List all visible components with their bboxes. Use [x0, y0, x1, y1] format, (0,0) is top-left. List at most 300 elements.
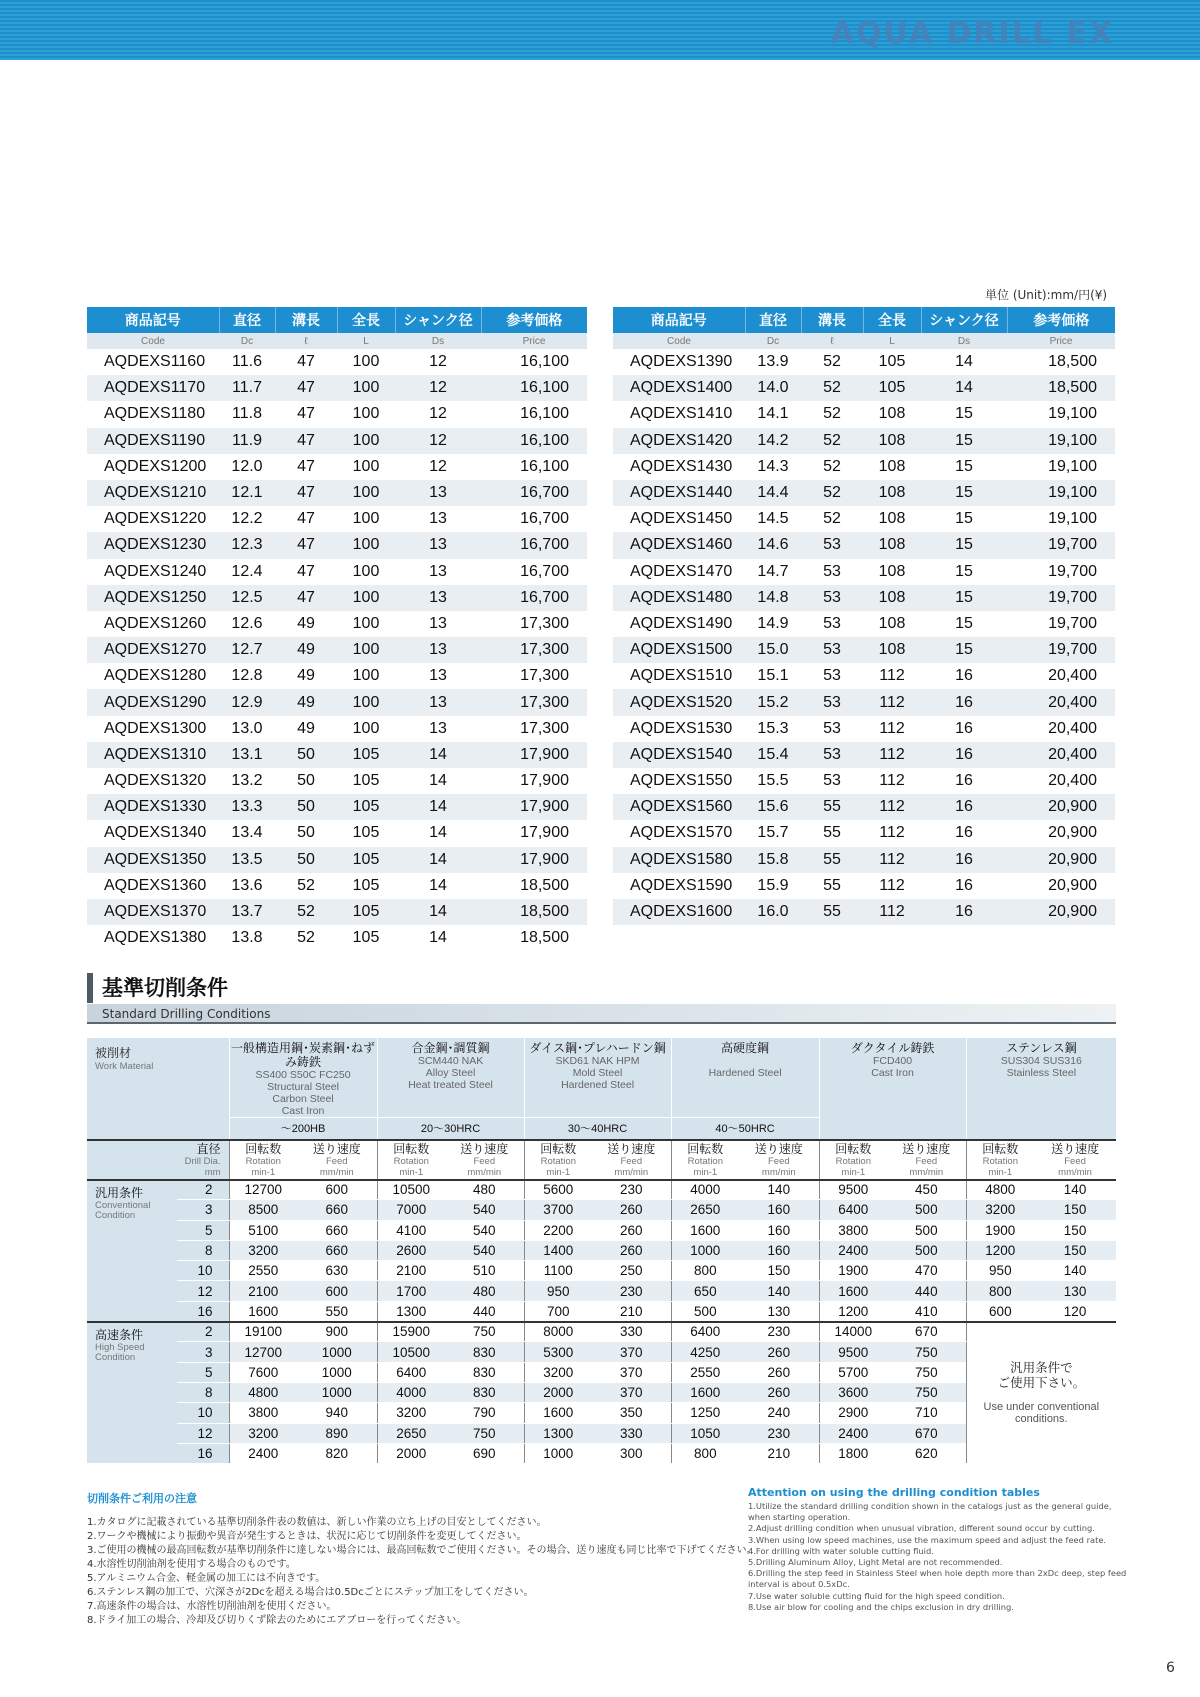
note-line: 4.For drilling with water soluble cutting fluid. [748, 1545, 934, 1556]
note-line: 8.ドライ加工の場合、冷却及び切りくず除去のためにエアブローを行ってください。 [87, 1615, 467, 1626]
feed-value: 150 [739, 1261, 819, 1281]
table-cell: 15 [955, 562, 973, 580]
table-cell: 13 [429, 614, 447, 632]
table-cell: 16,700 [520, 510, 569, 528]
table-cell: 52 [801, 480, 863, 506]
rotation-value: 2900 [819, 1403, 887, 1423]
table-cell: 19,100 [1048, 405, 1097, 423]
table-cell: 52 [801, 375, 863, 401]
product-row [613, 663, 1115, 689]
product-row [87, 349, 587, 375]
table-cell: 13 [429, 667, 447, 685]
table-cell: 19,100 [1048, 457, 1097, 475]
table-cell: 108 [878, 510, 906, 528]
table-cell: 13.8 [231, 929, 263, 947]
feed-value: 370 [592, 1382, 671, 1402]
condition-row [87, 1443, 1116, 1463]
material-spec: Mold Steel [572, 1067, 623, 1079]
rotation-value: 1600 [671, 1382, 739, 1402]
table-cell: 20,900 [1007, 794, 1115, 820]
col-code: 商品記号 [87, 307, 219, 333]
table-cell: AQDEXS1210 [87, 480, 219, 506]
feed-header: 送り速度 Feed mm/min [592, 1140, 671, 1180]
sub-flute: ℓ [275, 333, 337, 349]
table-cell: 13.9 [757, 353, 789, 371]
rotation-value: 800 [966, 1281, 1034, 1301]
table-cell: 16,700 [520, 562, 569, 580]
rotation-value: 3700 [524, 1200, 592, 1220]
condition-row [87, 1342, 1116, 1362]
condition-label-en: Condition [95, 1351, 136, 1363]
rotation-value: 4000 [377, 1382, 445, 1402]
feed-value: 350 [592, 1403, 671, 1423]
table-cell: 14 [395, 847, 481, 873]
rotation-value: 2000 [377, 1443, 445, 1463]
rotation-value: 4250 [671, 1342, 739, 1362]
feed-value: 230 [592, 1180, 671, 1200]
table-cell: 100 [337, 375, 395, 401]
col-price: 参考価格 [481, 307, 587, 333]
table-cell: 100 [337, 689, 395, 715]
table-cell: 105 [352, 929, 380, 947]
rotation-value: 1600 [819, 1281, 887, 1301]
table-cell: AQDEXS1440 [613, 480, 745, 506]
rotation-value: 4100 [377, 1220, 445, 1240]
note-line: 1.カタログに記載されている基準切削条件表の数値は、新しい作業の立ち上げの目安としてください。 [87, 1517, 547, 1528]
table-cell: AQDEXS1310 [87, 742, 219, 768]
material-name: ダクタイル鋳鉄 [850, 1041, 935, 1055]
condition-row [87, 1220, 1116, 1240]
table-cell: 100 [352, 614, 380, 632]
feed-value: 160 [739, 1200, 819, 1220]
table-cell: 55 [823, 824, 841, 842]
condition-label-jp: 汎用条件 [95, 1185, 144, 1200]
table-cell: 12.8 [231, 667, 263, 685]
table-cell: 12.3 [219, 532, 275, 558]
rotation-value: 1600 [524, 1403, 592, 1423]
product-row [87, 847, 587, 873]
table-cell: 112 [863, 847, 921, 873]
feed-value: 210 [739, 1443, 819, 1463]
table-cell: 105 [878, 353, 906, 371]
table-cell: 20,400 [1007, 742, 1115, 768]
stainless-note [966, 1322, 1116, 1464]
table-cell: 19,100 [1007, 428, 1115, 454]
table-cell: 12 [395, 375, 481, 401]
table-cell: 12.0 [231, 457, 263, 475]
rotation-value: 14000 [819, 1322, 887, 1342]
table-cell: 15 [921, 585, 1007, 611]
material-header [377, 1038, 524, 1118]
condition-row [87, 1180, 1116, 1200]
rotation-value: 1100 [524, 1261, 592, 1281]
rotation-value: 4800 [966, 1180, 1034, 1200]
rotation-value: 1300 [524, 1423, 592, 1443]
table-cell: 14 [429, 876, 447, 894]
table-cell: 47 [297, 353, 315, 371]
rotation-value: 1050 [671, 1423, 739, 1443]
feed-value: 440 [887, 1281, 966, 1301]
table-cell: 100 [352, 353, 380, 371]
table-cell: 16 [921, 899, 1007, 925]
material-spec: SKD61 NAK HPM [555, 1055, 640, 1067]
feed-value: 1000 [297, 1382, 377, 1402]
table-cell: 18,500 [520, 929, 569, 947]
dia-header-unit: mm [204, 1166, 221, 1178]
table-cell: 112 [863, 689, 921, 715]
table-cell: 15.7 [757, 824, 789, 842]
note-en-line: Use under conventional [983, 1400, 1100, 1413]
note-line: 3.ご使用の機械の最高回転数が基準切削条件に達しない場合には、最高回転数でご使用ください。その場合、送り速度も同じ比率で下げてください。 [87, 1545, 757, 1556]
table-cell: 55 [823, 876, 841, 894]
feed-value: 620 [887, 1443, 966, 1463]
sub-length: L [337, 333, 395, 349]
sub-code: Code [613, 333, 745, 349]
table-cell: AQDEXS1250 [87, 585, 219, 611]
condition-group-label [87, 1322, 177, 1464]
feed-value: 1000 [297, 1362, 377, 1382]
rotation-value: 1000 [671, 1240, 739, 1260]
table-cell: 14 [429, 772, 447, 790]
table-cell: 108 [863, 480, 921, 506]
table-cell: 20,400 [1007, 689, 1115, 715]
rotation-value: 19100 [229, 1322, 297, 1342]
rotation-value: 1250 [671, 1403, 739, 1423]
feed-value: 300 [592, 1443, 671, 1463]
conventional-rows [87, 1180, 1116, 1322]
material-spec: SCM440 NAK [417, 1055, 484, 1067]
rotation-value: 2100 [377, 1261, 445, 1281]
table-cell: 11.7 [219, 375, 275, 401]
note-en-line: conditions. [1015, 1412, 1068, 1425]
rotation-value: 1300 [377, 1301, 445, 1321]
table-cell: 50 [297, 824, 315, 842]
rotation-value: 2650 [671, 1200, 739, 1220]
table-cell: 13 [395, 637, 481, 663]
table-cell: AQDEXS1160 [104, 353, 206, 371]
feed-value: 150 [1034, 1240, 1116, 1260]
table-cell: 17,300 [481, 637, 587, 663]
table-cell: 52 [297, 876, 315, 894]
table-cell: 11.9 [219, 428, 275, 454]
table-cell: 53 [823, 562, 841, 580]
product-row [87, 716, 587, 742]
sub-shank: Ds [921, 333, 1007, 349]
condition-label-en: High Speed [95, 1341, 145, 1353]
table-cell: 13.1 [219, 742, 275, 768]
rotation-value: 650 [671, 1281, 739, 1301]
table-cell: AQDEXS1410 [630, 405, 733, 423]
condition-label-en: Conventional [95, 1199, 151, 1211]
table-cell: 12.4 [231, 562, 263, 580]
table-cell: 100 [337, 428, 395, 454]
rotation-value: 1200 [819, 1301, 887, 1321]
notes-japanese [87, 1490, 757, 1628]
col-length: 全長 [337, 307, 395, 333]
table-cell: 12.6 [231, 614, 263, 632]
table-cell: 17,900 [481, 847, 587, 873]
product-row [87, 873, 587, 899]
table-cell: 100 [352, 562, 380, 580]
rotation-value: 1200 [966, 1240, 1034, 1260]
table-cell: 14 [395, 794, 481, 820]
table-cell: AQDEXS1270 [87, 637, 219, 663]
product-row [87, 585, 587, 611]
sub-shank: Ds [395, 333, 481, 349]
feed-value: 330 [592, 1322, 671, 1342]
rotation-value: 2400 [229, 1443, 297, 1463]
condition-group-label [87, 1180, 177, 1322]
table-cell: 15.0 [745, 637, 801, 663]
feed-value: 500 [887, 1220, 966, 1240]
table-cell: 14.4 [745, 480, 801, 506]
table-cell: 15 [921, 428, 1007, 454]
table-cell: 20,900 [1048, 876, 1097, 894]
product-row [87, 559, 587, 585]
table-cell: 20,900 [1007, 847, 1115, 873]
col-shank: シャンク径 [395, 307, 481, 333]
col-code: 商品記号 [613, 307, 745, 333]
material-name: ステンレス鋼 [1006, 1041, 1077, 1055]
table-cell: 112 [879, 667, 905, 685]
table-cell: AQDEXS1320 [104, 772, 207, 790]
table-cell: 47 [275, 532, 337, 558]
rotation-value: 5100 [229, 1220, 297, 1240]
product-row [87, 428, 587, 454]
drill-dia: 16 [177, 1443, 229, 1463]
table-cell: 20,900 [1048, 824, 1097, 842]
material-spec: Hardened Steel [561, 1079, 635, 1091]
feed-value: 540 [445, 1200, 524, 1220]
table-cell: 16.0 [745, 899, 801, 925]
table-cell: 14 [921, 375, 1007, 401]
table-cell: 17,300 [520, 614, 569, 632]
table-cell: AQDEXS1580 [613, 847, 745, 873]
product-row [613, 585, 1115, 611]
table-cell: 13.4 [231, 824, 263, 842]
rotation-value: 2100 [229, 1281, 297, 1301]
table-cell: 12.9 [219, 689, 275, 715]
table-cell: 16 [921, 794, 1007, 820]
col-dia: 直径 [219, 307, 275, 333]
rotation-value: 1700 [377, 1281, 445, 1301]
material-name: 合金鋼･調質鋼 [411, 1041, 490, 1055]
table-cell: AQDEXS1350 [87, 847, 219, 873]
drill-dia: 2 [177, 1322, 229, 1342]
rotation-value: 950 [966, 1261, 1034, 1281]
table-cell: 11.6 [232, 353, 262, 371]
table-cell: 53 [801, 532, 863, 558]
table-cell: 15.5 [757, 772, 789, 790]
sub-price: Price [1007, 333, 1115, 349]
material-header [229, 1038, 377, 1118]
material-header [671, 1038, 819, 1118]
table-cell: 15.4 [745, 742, 801, 768]
table-cell: 112 [879, 824, 905, 842]
table-cell: 19,100 [1007, 480, 1115, 506]
rotation-value: 5700 [819, 1362, 887, 1382]
table-cell: 14 [429, 824, 447, 842]
blank-cell [87, 1140, 177, 1180]
product-row [87, 532, 587, 558]
rotation-value: 8500 [229, 1200, 297, 1220]
condition-row [87, 1261, 1116, 1281]
feed-value: 540 [445, 1240, 524, 1260]
table-cell: AQDEXS1390 [630, 353, 733, 371]
table-cell: 53 [801, 742, 863, 768]
rotation-value: 2600 [377, 1240, 445, 1260]
product-row [613, 611, 1115, 637]
rotation-header: 回転数 Rotation min-1 [377, 1140, 445, 1180]
table-cell: 47 [297, 457, 315, 475]
note-line: 1.Utilize the standard drilling condition shown in the catalogs just as the general guide, when starting operation. [748, 1501, 1112, 1523]
rotation-value: 950 [524, 1281, 592, 1301]
table-cell: 19,700 [1007, 532, 1115, 558]
rotation-header: 回転数 Rotation min-1 [229, 1140, 297, 1180]
rotation-value: 3200 [229, 1423, 297, 1443]
rotation-value: 2650 [377, 1423, 445, 1443]
table-cell: 15.8 [745, 847, 801, 873]
rotation-value: 9500 [819, 1180, 887, 1200]
table-cell: 15.6 [745, 794, 801, 820]
table-cell: 13 [429, 719, 447, 737]
product-row [613, 428, 1115, 454]
table-cell: 16,100 [520, 353, 569, 371]
product-row [87, 689, 587, 715]
dia-header-en: Drill Dia. [184, 1155, 221, 1167]
product-row [613, 768, 1115, 794]
condition-row [87, 1322, 1116, 1342]
feed-value: 410 [887, 1301, 966, 1321]
rotation-value: 1600 [671, 1220, 739, 1240]
table-cell: 53 [823, 719, 841, 737]
drill-dia: 10 [177, 1403, 229, 1423]
table-cell: 16 [955, 876, 973, 894]
rotation-value: 7600 [229, 1362, 297, 1382]
table-cell: AQDEXS1590 [630, 876, 733, 894]
table-cell: 53 [823, 614, 841, 632]
material-spec: FCD400 [873, 1055, 913, 1067]
table-cell: AQDEXS1370 [87, 899, 219, 925]
table-cell: AQDEXS1260 [104, 614, 207, 632]
table-cell: 16,700 [481, 480, 587, 506]
drill-dia: 2 [177, 1180, 229, 1200]
rotation-value: 5300 [524, 1342, 592, 1362]
sub-code: Code [87, 333, 219, 349]
note-line: 3.When using low speed machines, use the maximum speed and adjust the feed rate. [748, 1534, 1107, 1545]
product-row [613, 742, 1115, 768]
product-row [613, 716, 1115, 742]
feed-value: 790 [445, 1403, 524, 1423]
drill-dia: 5 [177, 1362, 229, 1382]
product-row [87, 820, 587, 846]
product-row [613, 899, 1115, 925]
rotation-header: 回転数 Rotation min-1 [524, 1140, 592, 1180]
table-cell: 108 [878, 562, 906, 580]
table-cell: 16,100 [520, 405, 569, 423]
feed-value: 140 [739, 1180, 819, 1200]
table-cell: 50 [275, 742, 337, 768]
note-line: 7.Use water soluble cutting fluid for the high speed condition. [748, 1590, 1005, 1601]
table-cell: 14.7 [757, 562, 789, 580]
table-cell: 15 [921, 637, 1007, 663]
table-cell: 52 [823, 457, 841, 475]
table-cell: 52 [801, 428, 863, 454]
material-header [524, 1038, 671, 1118]
table-cell: 13 [395, 480, 481, 506]
section-subtitle: Standard Drilling Conditions [87, 1004, 1116, 1024]
table-cell: AQDEXS1340 [104, 824, 207, 842]
table-cell: 16,700 [481, 585, 587, 611]
table-cell: 16 [955, 719, 973, 737]
table-cell: 15 [955, 510, 973, 528]
table-cell: 18,500 [1007, 375, 1115, 401]
product-row [613, 559, 1115, 585]
table-cell: 100 [352, 667, 380, 685]
condition-label-en: Condition [95, 1209, 136, 1221]
table-cell: 16 [921, 742, 1007, 768]
table-cell: 55 [801, 794, 863, 820]
product-table-right [613, 307, 1115, 925]
hardness-range: 30～40HRC [524, 1118, 671, 1140]
material-spec: Stainless Steel [1006, 1067, 1077, 1079]
table-cell: 112 [863, 794, 921, 820]
sub-flute: ℓ [801, 333, 863, 349]
feed-value: 750 [887, 1342, 966, 1362]
table-cell: AQDEXS1530 [630, 719, 733, 737]
feed-value: 260 [592, 1240, 671, 1260]
product-row [613, 375, 1115, 401]
feed-value: 370 [592, 1342, 671, 1362]
table-cell: 108 [863, 585, 921, 611]
drill-dia: 8 [177, 1240, 229, 1260]
col-shank: シャンク径 [921, 307, 1007, 333]
drill-dia: 3 [177, 1200, 229, 1220]
table-cell: 14 [395, 742, 481, 768]
feed-value: 750 [887, 1362, 966, 1382]
table-cell: 16,100 [520, 457, 569, 475]
table-cell: 105 [352, 824, 380, 842]
table-cell: 20,400 [1048, 719, 1097, 737]
feed-value: 820 [297, 1443, 377, 1463]
feed-value: 890 [297, 1423, 377, 1443]
condition-row [87, 1301, 1116, 1321]
rotation-value: 2400 [819, 1423, 887, 1443]
note-line: 6.ステンレス鋼の加工で、穴深さが2Dcを超える場合は0.5Dcごとにステップ加工をしてください。 [87, 1587, 534, 1598]
rotation-value: 1900 [819, 1261, 887, 1281]
table-cell: AQDEXS1290 [87, 689, 219, 715]
material-header [966, 1038, 1116, 1140]
table-cell: 47 [275, 480, 337, 506]
product-row [87, 663, 587, 689]
table-cell: 12.2 [231, 510, 263, 528]
table-cell: 108 [863, 637, 921, 663]
feed-value: 230 [739, 1423, 819, 1443]
note-line: 4.水溶性切削油剤を使用する場合のものです。 [87, 1559, 296, 1570]
table-cell: 49 [297, 614, 315, 632]
product-row [87, 611, 587, 637]
table-cell: AQDEXS1600 [613, 899, 745, 925]
feed-value: 210 [592, 1301, 671, 1321]
table-cell: 12 [429, 405, 447, 423]
table-cell: 112 [879, 772, 905, 790]
note-line: 8.Use air blow for cooling and the chips exclusion in dry drilling. [748, 1601, 1014, 1612]
feed-header: 送り速度 Feed mm/min [1034, 1140, 1116, 1180]
feed-value: 830 [445, 1342, 524, 1362]
rotation-value: 800 [671, 1443, 739, 1463]
material-spec: Carbon Steel [272, 1093, 334, 1105]
table-cell: 49 [275, 689, 337, 715]
